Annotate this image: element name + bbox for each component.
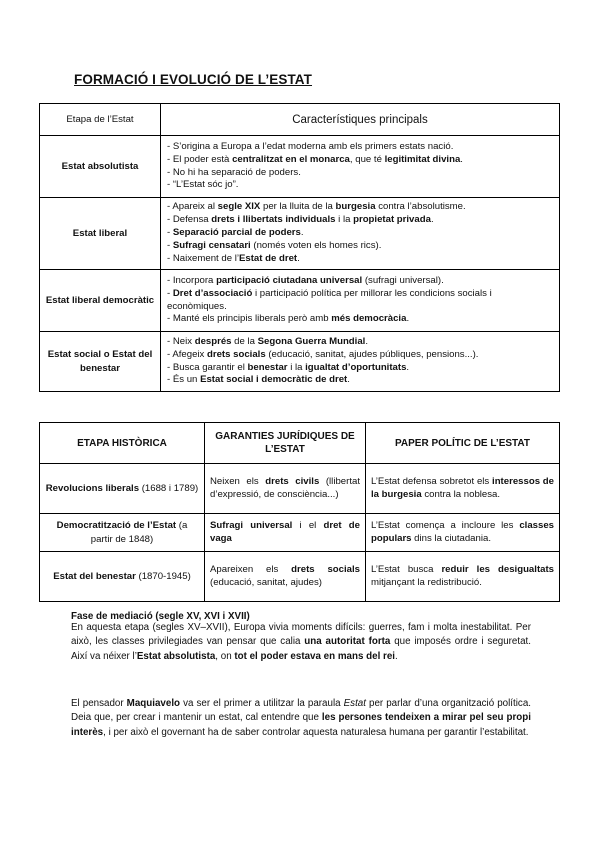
list-item: - Sufragi censatari (només voten els homes rics). (167, 239, 382, 251)
list-item: - Manté els principis liberals però amb més democràcia. (167, 313, 410, 325)
list-item: - Naixement de l’Estat de dret. (167, 252, 300, 264)
list-item: - “L’Estat sóc jo”. (167, 179, 239, 191)
characteristics-list (167, 336, 554, 388)
list-item: - Dret d’associació i participació política per millorar les condicions socials i econòmiques. (167, 287, 492, 312)
table2-header-role: PAPER POLÍTIC DE L’ESTAT (366, 423, 560, 464)
table-row (40, 198, 560, 270)
table-row (40, 514, 560, 552)
list-item: - Afegeix drets socials (educació, sanitat, ajudes públiques, pensions...). (167, 348, 479, 360)
list-item: - Busca garantir el benestar i la igualtat d’oportunitats. (167, 361, 410, 373)
list-item: - Incorpora participació ciutadana universal (sufragi universal). (167, 274, 444, 286)
historical-stage: Estat del benestar (1870-1945) (40, 552, 205, 602)
list-item: - Neix després de la Segona Guerra Mundial. (167, 335, 369, 347)
list-item: - Separació parcial de poders. (167, 227, 304, 239)
political-role: L’Estat comença a incloure les classes populars dins la ciutadania. (366, 514, 560, 552)
legal-guarantees: Sufragi universal i el dret de vaga (205, 514, 366, 552)
characteristics-list (167, 201, 554, 266)
section-title: Fase de mediació (segle XV, XVI i XVII) (71, 611, 250, 622)
table-row (40, 332, 560, 392)
table-row (40, 136, 560, 198)
historical-stage: Revolucions liberals (1688 i 1789) (40, 464, 205, 514)
historical-stage: Democratització de l’Estat (a partir de 1848) (40, 514, 205, 552)
table-row (40, 464, 560, 514)
political-role: L’Estat defensa sobretot els interessos de la burgesia contra la noblesa. (366, 464, 560, 514)
list-item: - Apareix al segle XIX per la lluita de la burgesia contra l’absolutisme. (167, 201, 466, 213)
legal-guarantees: Neixen els drets civils (llibertat d’expressió, de consciència...) (205, 464, 366, 514)
list-item: - S’origina a Europa a l’edat moderna amb els primers estats nació. (167, 140, 454, 152)
stage-name: Estat liberal democràtic (40, 270, 161, 332)
page-title: FORMACIÓ I EVOLUCIÓ DE L’ESTAT (74, 72, 313, 87)
stage-name: Estat absolutista (40, 136, 161, 198)
historical-stages-table (39, 422, 560, 602)
list-item: - Defensa drets i llibertats individuals i la propietat privada. (167, 214, 434, 226)
list-item: - El poder està centralitzat en el monarca, que té legitimitat divina. (167, 153, 463, 165)
table-row (40, 270, 560, 332)
table-row (40, 552, 560, 602)
stages-characteristics-table (39, 103, 560, 392)
stage-name: Estat social o Estat del benestar (40, 332, 161, 392)
stage-name: Estat liberal (40, 198, 161, 270)
table2-header-guarantees: GARANTIES JURÍDIQUES DE L’ESTAT (205, 423, 366, 464)
list-item: - És un Estat social i democràtic de dret. (167, 374, 350, 386)
paragraph-machiavelli: El pensador Maquiavelo va ser el primer a utilitzar la paraula Estat per parlar d’una organització política. Deia que, per crear i mantenir un estat, cal entendre que les persones tendeixen a mirar pel seu propi interès, i per això el governant ha de saber controlar aquesta naturalesa humana per garantir l’estabilitat. (71, 698, 531, 738)
characteristics-list (167, 275, 554, 327)
list-item: - No hi ha separació de poders. (167, 166, 301, 178)
table1-header-characteristics: Característiques principals (161, 104, 560, 136)
table1-header-stage: Etapa de l’Estat (40, 104, 161, 136)
political-role: L’Estat busca reduir les desigualtats mitjançant la redistribució. (366, 552, 560, 602)
table2-header-stage: ETAPA HISTÒRICA (40, 423, 205, 464)
characteristics-list (167, 141, 554, 193)
paragraph-mediation: En aquesta etapa (segles XV–XVII), Europa vivia moments difícils: guerres, fam i molta inestabilitat. Per això, les classes privilegiades van pensar que calia una autoritat forta que imposés ordre i seguretat. Així va néixer l’Estat absolutista, on tot el poder estava en mans del rei. (71, 622, 531, 662)
legal-guarantees: Apareixen els drets socials (educació, sanitat, ajudes) (205, 552, 366, 602)
